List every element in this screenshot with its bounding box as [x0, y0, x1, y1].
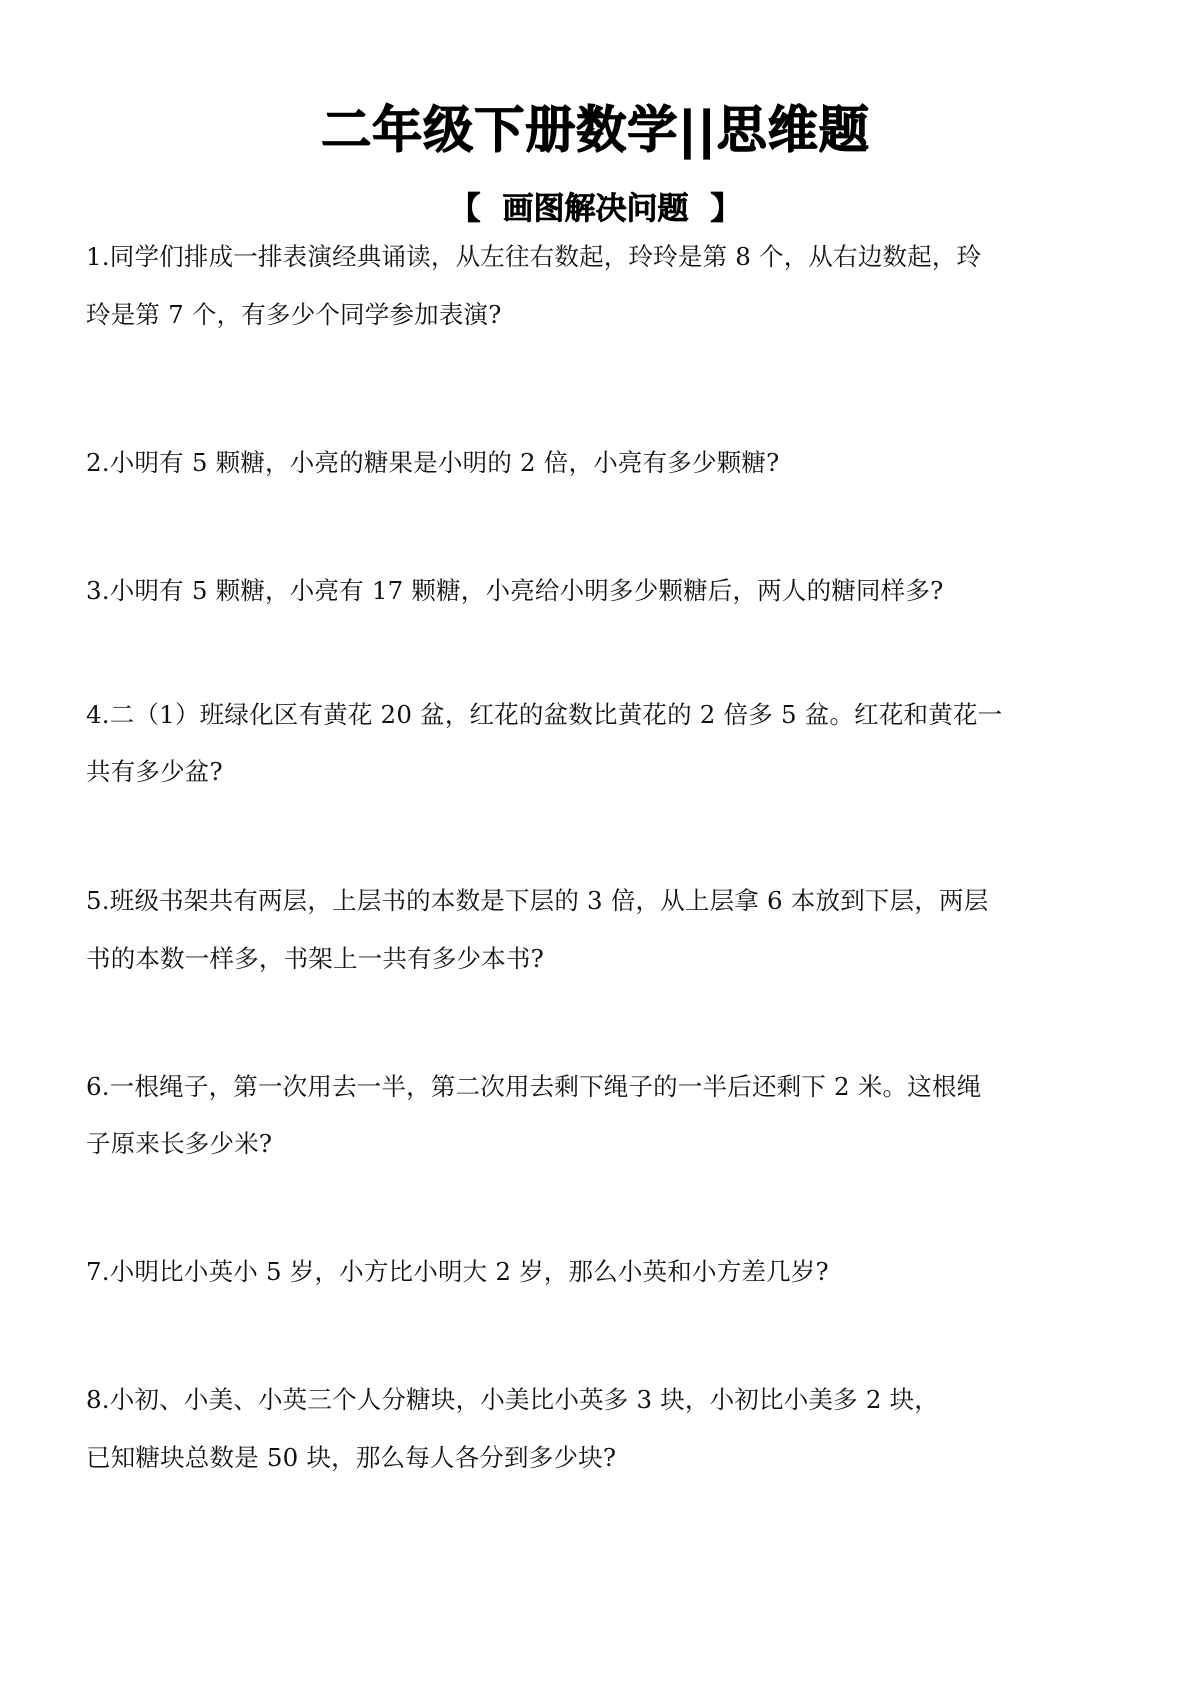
- subtitle-text: 画图解决问题: [502, 191, 689, 227]
- question-5-line-1: 5.班级书架共有两层，上层书的本数是下层的 3 倍，从上层拿 6 本放到下层，两层: [86, 886, 989, 915]
- section-subtitle: [0, 190, 1191, 228]
- question-1-line-2: 玲是第 7 个，有多少个同学参加表演?: [86, 300, 502, 329]
- question-8-line-2: 已知糖块总数是 50 块，那么每人各分到多少块?: [86, 1443, 617, 1472]
- page-title: 二年级下册数学||思维题: [321, 101, 870, 159]
- question-6-line-2: 子原来长多少米?: [86, 1129, 273, 1158]
- question-2-line-1: 2.小明有 5 颗糖，小亮的糖果是小明的 2 倍，小亮有多少颗糖?: [86, 448, 780, 477]
- question-4-line-2: 共有多少盆?: [86, 757, 223, 786]
- question-6-line-1: 6.一根绳子，第一次用去一半，第二次用去剩下绳子的一半后还剩下 2 米。这根绳: [86, 1072, 982, 1101]
- question-1-line-1: 1.同学们排成一排表演经典诵读，从左往右数起，玲玲是第 8 个，从右边数起，玲: [86, 242, 982, 271]
- question-4-line-1: 4.二（1）班绿化区有黄花 20 盆，红花的盆数比黄花的 2 倍多 5 盆。红花和黄花一: [86, 700, 1003, 729]
- question-7-line-1: 7.小明比小英小 5 岁，小方比小明大 2 岁，那么小英和小方差几岁?: [86, 1257, 829, 1286]
- left-bracket: 【: [449, 191, 481, 227]
- right-bracket: 】: [710, 191, 742, 227]
- question-5-line-2: 书的本数一样多，书架上一共有多少本书?: [86, 944, 544, 973]
- question-3-line-1: 3.小明有 5 颗糖，小亮有 17 颗糖，小亮给小明多少颗糖后，两人的糖同样多?: [86, 576, 944, 605]
- question-8-line-1: 8.小初、小美、小英三个人分糖块，小美比小英多 3 块，小初比小美多 2 块，: [86, 1385, 939, 1414]
